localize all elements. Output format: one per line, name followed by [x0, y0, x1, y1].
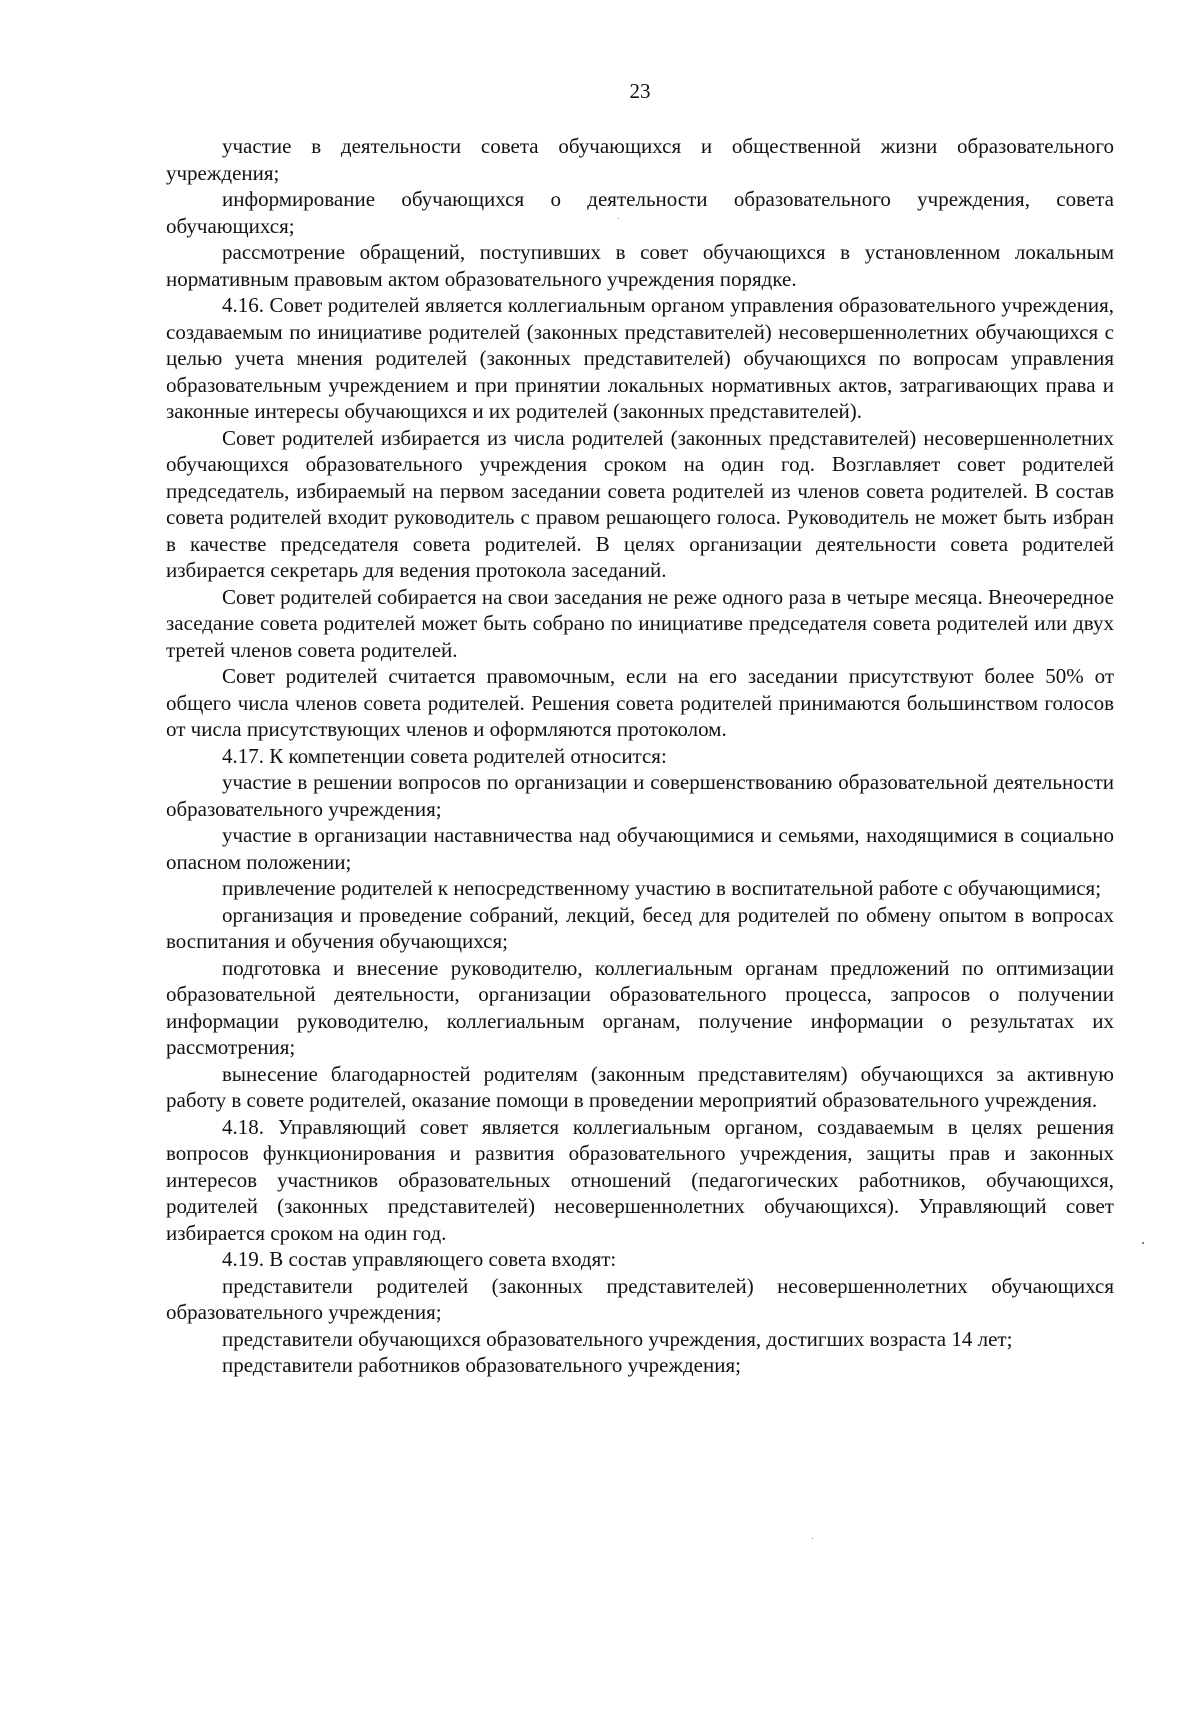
page-number: 23 — [629, 79, 651, 103]
paragraph-section-4-18: 4.18. Управляющий совет является коллегиальным органом, создаваемым в целях решения вопросов функционирования и развития образовательного учреждения, защиты прав и законных интересов участников образовательных отношений (педагогических работников, обучающихся, родителей (законных представителей) несовершеннолетних обучающихся). Управляющий совет избирается сроком на один год. — [166, 1114, 1114, 1245]
paragraph: вынесение благодарностей родителям (законным представителям) обучающихся за активную работу в совете родителей, оказание помощи в проведении мероприятий образовательного учреждения. — [166, 1061, 1114, 1112]
paragraph: представители работников образовательного учреждения; — [222, 1353, 741, 1377]
paragraph: подготовка и внесение руководителю, коллегиальным органам предложений по оптимизации образовательной деятельности, организации образовательного процесса, запросов о получении информации руководителю, коллегиальным органам, получение информации о результатах их рассмотрения; — [166, 955, 1114, 1059]
paragraph-section-4-17: 4.17. К компетенции совета родителей относится: — [222, 743, 667, 768]
paragraph: Совет родителей собирается на свои заседания не реже одного раза в четыре месяца. Внеочередное заседание совета родителей может быть собрано по инициативе председателя совета родителей или двух третей членов совета родителей. — [166, 584, 1114, 662]
scan-speck — [1142, 1242, 1144, 1244]
scan-speck — [812, 1538, 813, 1539]
paragraph: Совет родителей избирается из числа родителей (законных представителей) несовершеннолетних обучающихся образовательного учреждения сроком на один год. Возглавляет совет родителей председатель, избираемый на первом заседании совета родителей из членов совета родителей. В состав совета родителей входит руководитель с правом решающего голоса. Руководитель не может быть избран в качестве председателя совета родителей. В целях организации деятельности совета родителей избирается секретарь для ведения протокола заседаний. — [166, 425, 1114, 582]
paragraph: участие в организации наставничества над обучающимися и семьями, находящимися в социально опасном положении; — [166, 823, 1114, 874]
paragraph: рассмотрение обращений, поступивших в совет обучающихся в установленном локальным нормативным правовым актом образовательного учреждения порядке. — [166, 240, 1114, 291]
paragraph: информирование обучающихся о деятельности образовательного учреждения, совета обучающихся; — [166, 187, 1114, 238]
paragraph-section-4-19: 4.19. В состав управляющего совета входят: — [222, 1247, 617, 1271]
paragraph: привлечение родителей к непосредственному участию в воспитательной работе с обучающимися; — [222, 876, 1102, 900]
paragraph: Совет родителей считается правомочным, если на его заседании присутствуют более 50% от общего числа членов совета родителей. Решения совета родителей принимаются большинством голосов от числа присутствующих членов и оформляются протоколом. — [166, 664, 1114, 741]
paragraph: участие в деятельности совета обучающихся и общественной жизни образовательного учреждения; — [166, 134, 1114, 185]
scan-speck — [618, 218, 619, 219]
paragraph: представители обучающихся образовательного учреждения, достигших возраста 14 лет; — [222, 1326, 1013, 1351]
document-body — [166, 133, 1114, 1379]
paragraph: представители родителей (законных представителей) несовершеннолетних обучающихся образовательного учреждения; — [166, 1273, 1114, 1324]
paragraph: организация и проведение собраний, лекций, бесед для родителей по обмену опытом в вопросах воспитания и обучения обучающихся; — [166, 902, 1114, 953]
paragraph-section-4-16: 4.16. Совет родителей является коллегиальным органом управления образовательного учреждения, создаваемым по инициативе родителей (законных представителей) несовершеннолетних обучающихся с целью учета мнения родителей (законных представителей) обучающихся по вопросам управления образовательным учреждением и при принятии локальных нормативных актов, затрагивающих права и законные интересы обучающихся и их родителей (законных представителей). — [166, 293, 1114, 423]
paragraph: участие в решении вопросов по организации и совершенствованию образовательной деятельности образовательного учреждения; — [166, 770, 1114, 821]
